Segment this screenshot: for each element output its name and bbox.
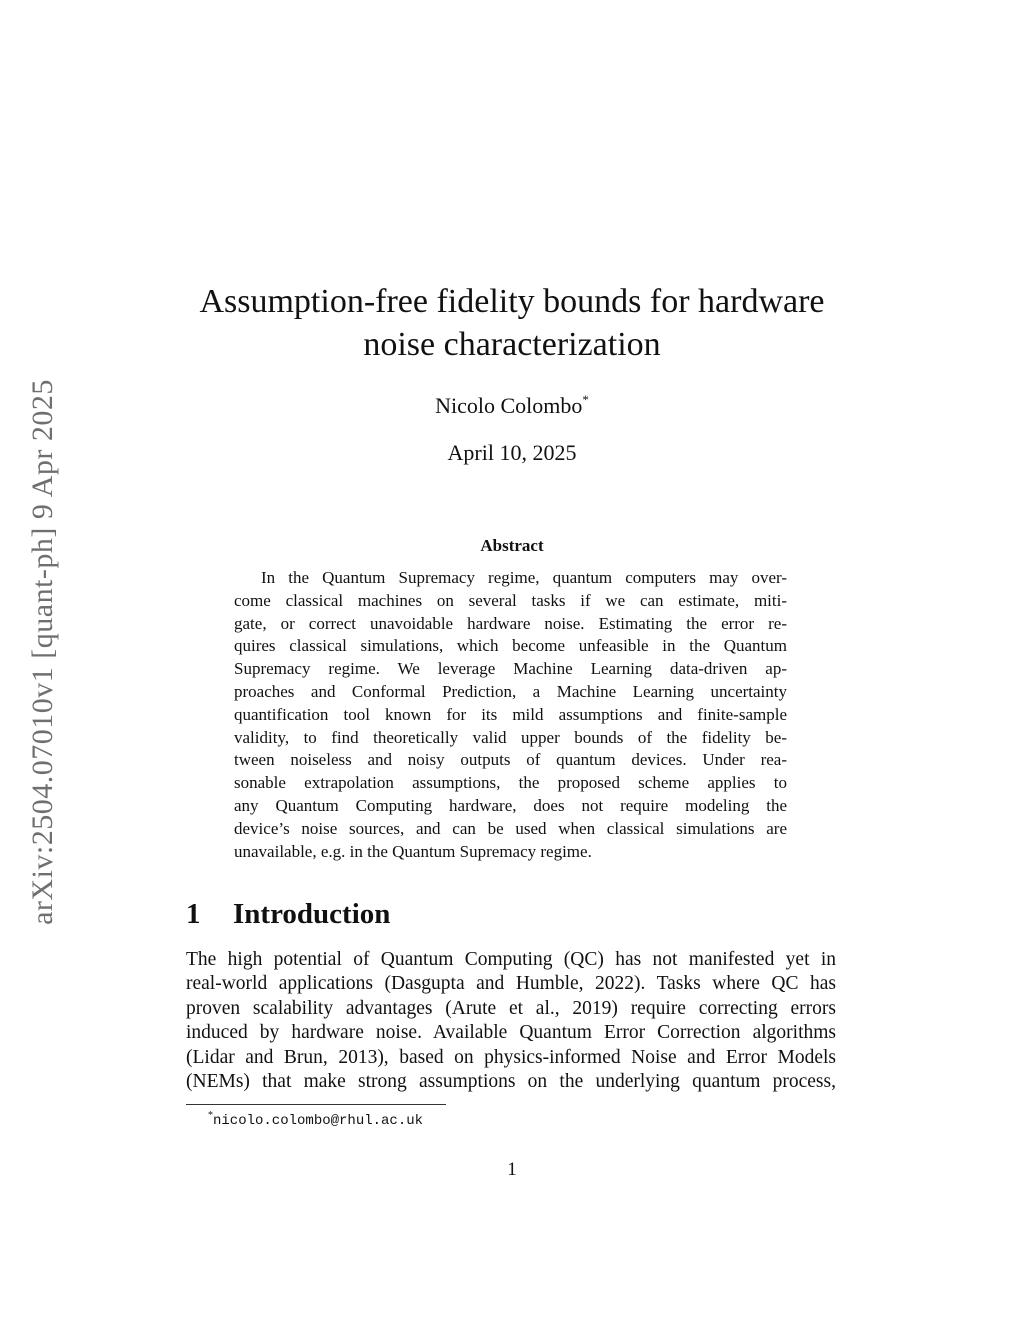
introduction-body [186, 948, 836, 1094]
section-number: 1 [186, 898, 201, 930]
body-line: induced by hardware noise. Available Quantum Error Correction algorithms [186, 1022, 836, 1044]
abstract-line: unavailable, e.g. in the Quantum Supremacy regime. [234, 841, 592, 861]
footnote-email [208, 1112, 423, 1130]
section-title: Introduction [233, 898, 391, 930]
body-line: proven scalability advantages (Arute et al., 2019) require correcting errors [186, 997, 836, 1019]
author-footnote-mark: * [582, 392, 589, 407]
section-heading-introduction [186, 896, 390, 932]
abstract-line: proaches and Conformal Prediction, a Machine Learning uncertainty [234, 681, 787, 701]
paper-title [150, 280, 874, 366]
arxiv-identifier-stamp: arXiv:2504.07010v1 [quant-ph] 9 Apr 2025 [26, 379, 59, 925]
abstract-line: tween noiseless and noisy outputs of quantum devices. Under rea- [234, 750, 787, 770]
footnote-mark: * [208, 1110, 213, 1121]
abstract-line: gate, or correct unavoidable hardware noise. Estimating the error re- [234, 613, 787, 633]
abstract-line: any Quantum Computing hardware, does not require modeling the [234, 795, 787, 815]
author-name: Nicolo Colombo [435, 393, 583, 418]
abstract-line: Supremacy regime. We leverage Machine Learning data-driven ap- [234, 659, 787, 679]
abstract-line: sonable extrapolation assumptions, the proposed scheme applies to [234, 773, 787, 793]
body-line: The high potential of Quantum Computing (QC) has not manifested yet in [186, 949, 836, 970]
body-line: real-world applications (Dasgupta and Humble, 2022). Tasks where QC has [186, 973, 836, 995]
abstract-line: device’s noise sources, and can be used when classical simulations are [234, 818, 787, 838]
abstract-line: validity, to find theoretically valid upper bounds of the fidelity be- [234, 727, 787, 747]
abstract-line: quantification tool known for its mild assumptions and finite-sample [234, 704, 787, 724]
abstract-body [234, 567, 787, 863]
footnote-text: nicolo.colombo@rhul.ac.uk [213, 1113, 424, 1129]
title-line-1: Assumption-free fidelity bounds for hardware [199, 283, 825, 320]
paper-date: April 10, 2025 [447, 440, 577, 465]
title-line-2: noise characterization [363, 326, 661, 363]
abstract-line: come classical machines on several tasks if we can estimate, miti- [234, 590, 787, 610]
abstract-heading: Abstract [480, 536, 544, 555]
body-line: (NEMs) that make strong assumptions on the underlying quantum process, [186, 1071, 836, 1093]
abstract-line: quires classical simulations, which become unfeasible in the Quantum [234, 636, 787, 656]
author-line [150, 392, 874, 420]
page-number: 1 [507, 1159, 517, 1180]
abstract-line: In the Quantum Supremacy regime, quantum computers may over- [261, 568, 787, 587]
footnote-divider [186, 1104, 446, 1105]
body-line: (Lidar and Brun, 2013), based on physics-informed Noise and Error Models [186, 1046, 836, 1068]
